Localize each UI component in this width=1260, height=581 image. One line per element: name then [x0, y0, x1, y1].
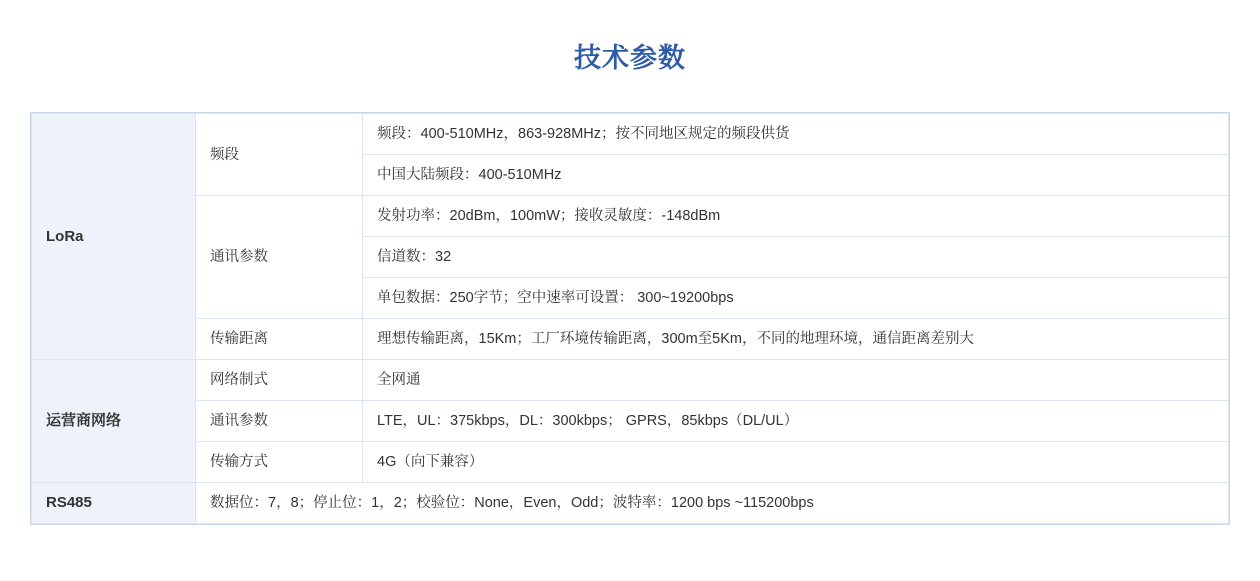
- spec-sub-label: 通讯参数: [196, 401, 363, 442]
- table-row: [32, 196, 1229, 237]
- spec-value: LTE，UL：375kbps，DL：300kbps； GPRS，85kbps（DL/UL）: [363, 401, 1229, 442]
- spec-value: 数据位：7，8；停止位：1，2；校验位：None，Even，Odd；波特率：1200 bps ~115200bps: [196, 483, 1229, 524]
- spec-sub-label: 频段: [196, 114, 363, 196]
- spec-value: 信道数：32: [363, 237, 1229, 278]
- spec-sub-label: 网络制式: [196, 360, 363, 401]
- spec-value: 频段：400-510MHz，863-928MHz；按不同地区规定的频段供货: [363, 114, 1229, 155]
- table-row: [32, 114, 1229, 155]
- spec-table: [31, 113, 1229, 524]
- table-row: [32, 401, 1229, 442]
- spec-group-label: RS485: [32, 483, 196, 524]
- spec-value: 发射功率：20dBm，100mW；接收灵敏度：-148dBm: [363, 196, 1229, 237]
- table-row: [32, 442, 1229, 483]
- spec-sub-label: 传输距离: [196, 319, 363, 360]
- page-title: 技术参数: [574, 43, 686, 73]
- table-row: [32, 319, 1229, 360]
- spec-sub-label: 通讯参数: [196, 196, 363, 319]
- table-row: [32, 483, 1229, 524]
- spec-value: 4G（向下兼容）: [363, 442, 1229, 483]
- spec-sub-label: 传输方式: [196, 442, 363, 483]
- spec-value: 单包数据：250字节；空中速率可设置： 300~19200bps: [363, 278, 1229, 319]
- spec-value: 理想传输距离，15Km；工厂环境传输距离，300m至5Km，不同的地理环境，通信距离差别大: [363, 319, 1229, 360]
- spec-table-wrap: [30, 112, 1230, 525]
- table-row: [32, 360, 1229, 401]
- spec-value: 中国大陆频段：400-510MHz: [363, 155, 1229, 196]
- spec-value: 全网通: [363, 360, 1229, 401]
- spec-group-label: LoRa: [32, 114, 196, 360]
- spec-group-label: 运营商网络: [32, 360, 196, 483]
